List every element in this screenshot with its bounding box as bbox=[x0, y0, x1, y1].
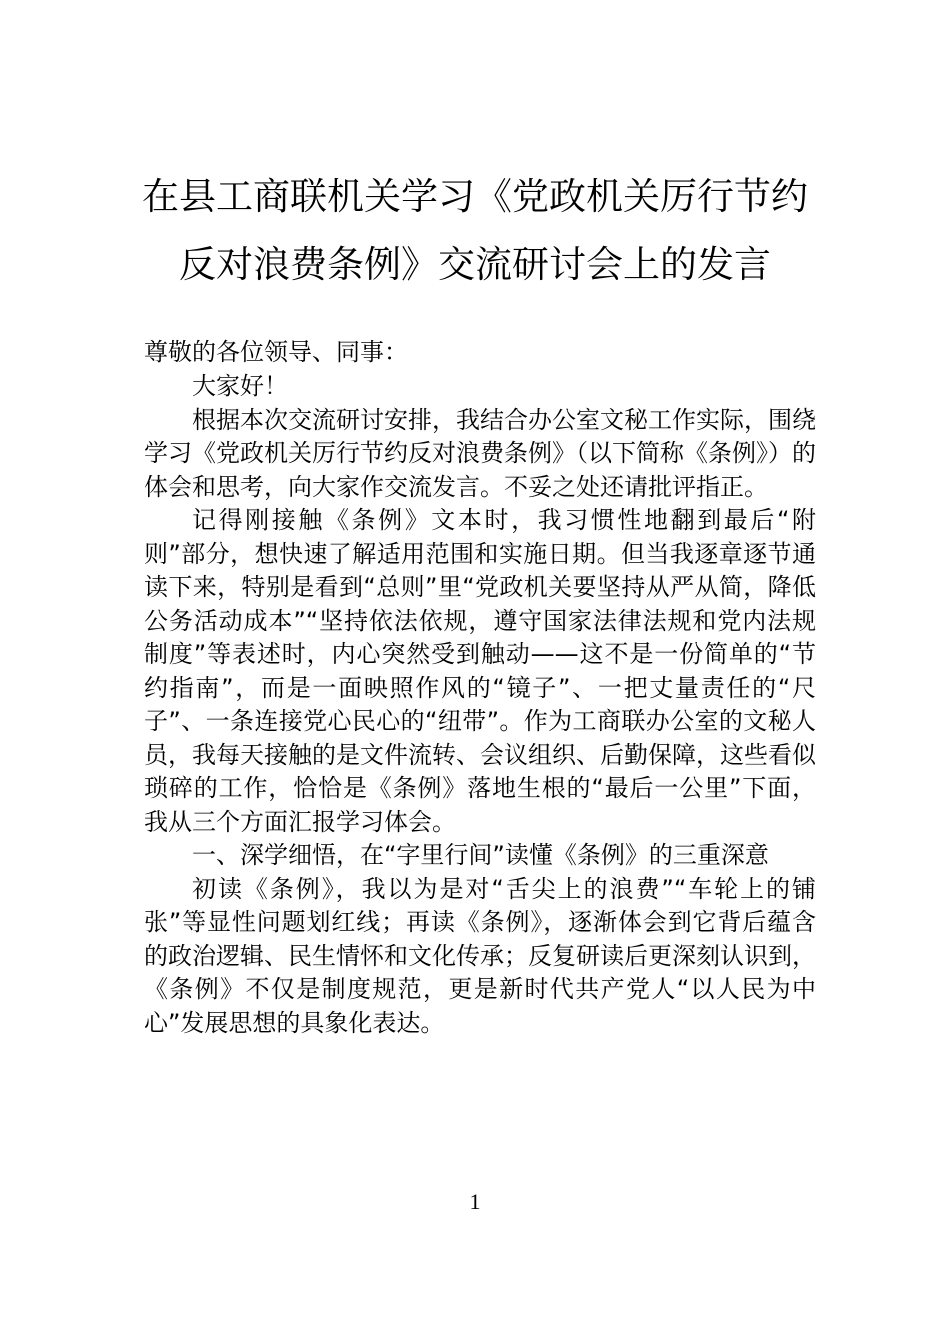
salutation: 尊敬的各位领导、同事： bbox=[144, 338, 408, 366]
section-paragraph: 初读《条例》，我以为是对“舌尖上的浪费”“车轮上的铺张”等显性问题划红线；再读《条例》，逐渐体会到它背后蕴含的政治逻辑、民生情怀和文化传承；反复研读后更深刻认识到，《条例》不仅是制度规范，更是新时代共产党人“以人民为中心”发展思想的具象化表达。 bbox=[144, 874, 816, 1037]
document-body bbox=[144, 370, 816, 1040]
document-title-line-2: 反对浪费条例》交流研讨会上的发言 bbox=[179, 243, 771, 286]
paragraph-intro: 根据本次交流研讨安排，我结合办公室文秘工作实际，围绕学习《党政机关厉行节约反对浪费条例》（以下简称《条例》）的体会和思考，向大家作交流发言。不妥之处还请批评指正。 bbox=[144, 405, 816, 501]
paragraph-reflection: 记得刚接触《条例》文本时，我习惯性地翻到最后“附则”部分，想快速了解适用范围和实施日期。但当我逐章逐节通读下来，特别是看到“总则”里“党政机关要坚持从严从简，降低公务活动成本”“坚持依法依规，遵守国家法律法规和党内法规制度”等表述时，内心突然受到触动——这不是一份简单的“节约指南”，而是一面映照作风的“镜子”、一把丈量责任的“尺子”、一条连接党心民心的“纽带”。作为工商联办公室的文秘人员，我每天接触的是文件流转、会议组织、后勤保障，这些看似琐碎的工作，恰恰是《条例》落地生根的“最后一公里”下面，我从三个方面汇报学习体会。 bbox=[144, 506, 816, 836]
section-heading: 一、深学细悟，在“字里行间”读懂《条例》的三重深意 bbox=[192, 841, 769, 869]
paragraph-greeting: 大家好！ bbox=[192, 372, 288, 400]
page-number: 1 bbox=[469, 1189, 481, 1214]
document-title-line-1: 在县工商联机关学习《党政机关厉行节约 bbox=[142, 175, 808, 218]
